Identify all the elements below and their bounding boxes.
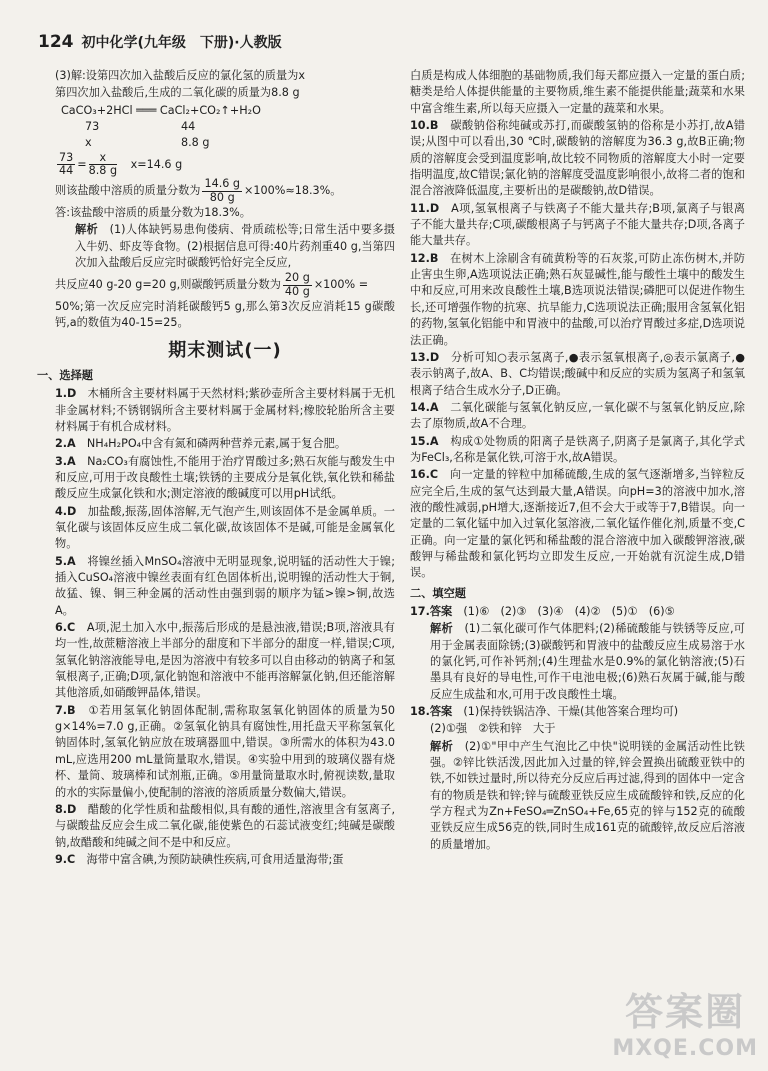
fraction-numerator: 20 g <box>284 271 310 285</box>
unknown-x: x <box>85 136 92 150</box>
question-item <box>410 118 745 200</box>
question-number: 10.B <box>410 119 439 133</box>
question-item <box>410 251 745 349</box>
answer-text: (1)⑥ (2)③ (3)④ (4)② (5)① (6)⑤ <box>463 605 675 618</box>
question-number: 1.D <box>55 387 77 401</box>
question-text: 海带中富含碘,为预防缺碘性疾病,可食用适量海带;蛋 <box>86 852 344 866</box>
equation-masses <box>61 119 395 135</box>
text-line: 第四次加入盐酸后,生成的二氧化碳的质量为8.8 g <box>55 86 300 100</box>
question-text: 在树木上涂刷含有硫黄粉等的石灰浆,可防止冻伤树木,并防止害虫生卵,A选项说法正确;熟石灰显碱性,能与酸性土壤中的酸发生中和反应,可用来改良酸性土壤,B选项说法错误;磷肥可以促进作物生长,还可增强作物的抗寒、抗旱能力,C选项说法正确;服用含氢氧化铝的药物,氢氧化铝能中和胃液中的盐酸,可以治疗胃酸过多症,D选项说法正确。 <box>410 251 745 347</box>
question-text: A项,氢氧根离子与铁离子不能大量共存;B项,氯离子与银离子不能大量共存;C项,碳酸根离子与钙离子不能大量共存;D项,各离子能大量共存。 <box>410 201 745 248</box>
question-text: 分析可知○表示氢离子,●表示氢氧根离子,◎表示氯离子,●表示钠离子,故A、B、C均错误;酸碱中和反应的实质为氢离子和氢氧根离子结合生成水分子,D正确。 <box>410 350 745 397</box>
book-title: 初中化学(九年级 下册)·人教版 <box>81 35 282 51</box>
analysis-text: (1)二氧化碳可作气体肥料;(2)稀硫酸能与铁锈等反应,可用于金属表面除锈;(3)碳酸钙和胃液中的盐酸反应生成易溶于水的氯化钙,可作补钙剂;(4)生理盐水是0.9%的氯化钠溶液;(5)石墨具有良好的导电性,可作干电池电极;(6)熟石灰属于碱,能与酸反应生成盐和水,可用于改良酸性土壤。 <box>430 622 745 701</box>
question-text: 二氧化碳能与氢氧化钠反应,一氧化碳不与氢氧化钠反应,除去了原物质,故A不合理。 <box>410 400 745 431</box>
question-item <box>55 386 395 435</box>
question-item <box>410 467 745 581</box>
question-number: 11.D <box>410 201 440 215</box>
question-item <box>55 703 395 801</box>
question-number: 16.C <box>410 468 439 482</box>
question-item <box>55 852 395 868</box>
question-number: 5.A <box>55 554 76 568</box>
question-text: NH₄H₂PO₄中含有氮和磷两种营养元素,属于复合肥。 <box>86 437 347 451</box>
analysis-label: 解析 <box>430 622 453 636</box>
text-span: 共反应40 g-20 g=20 g,则碳酸钙质量分数为 <box>55 278 281 292</box>
watermark-logo: 答案圈 <box>625 990 746 1035</box>
analysis-text: (2)①"甲中产生气泡比乙中快"说明镁的金属活动性比铁强。②锌比铁活泼,因此加入过量的锌,锌会置换出硫酸亚铁中的铁,不如铁过量时,所以待充分反应后再过滤,得到的固体中一定含有的物质是铁和锌;锌与硫酸亚铁反应生成硫酸锌和铁,反应的化学方程式为Zn+FeSO₄═ZnSO₄+Fe,65克的锌与152克的硫酸亚铁反应生成56克的铁,同时生成161克的硫酸锌,故反应后溶液的质量增加。 <box>430 739 745 851</box>
question-number: 12.B <box>410 251 439 265</box>
question-text: 加盐酸,振荡,固体溶解,无气泡产生,则该固体不是金属单质。一氧化碳与该固体反应生成二氧化碳,故该固体不是碱,可能是金属氧化物。 <box>55 504 395 551</box>
question-item <box>410 400 745 433</box>
mass-hcl: 73 <box>85 120 100 134</box>
text-line: (3)解:设第四次加入盐酸后反应的氯化氢的质量为x <box>55 69 305 82</box>
question-text: Na₂CO₃有腐蚀性,不能用于治疗胃酸过多;熟石灰能与酸发生中和反应,可用于改良酸性土壤;铁锈的主要成分是氧化铁,氧化铁和稀盐酸反应生成氯化铁和水;测定溶液的酸碱度可以用pH试纸。 <box>55 454 395 501</box>
question-item <box>410 201 745 250</box>
question-text: 木桶所含主要材料属于天然材料;紫砂壶所含主要材料属于无机非金属材料;不锈钢锅所含主要材料属于金属材料;橡胶轮胎所含主要材料属于有机合成材料。 <box>55 387 395 433</box>
fraction-numerator: x <box>89 152 117 165</box>
ratio-fraction-a <box>57 152 75 178</box>
analysis-label: 解析 <box>430 739 454 753</box>
question-item <box>55 554 395 619</box>
question-text: 将镍丝插入MnSO₄溶液中无明显现象,说明锰的活动性大于镍;插入CuSO₄溶液中镍丝表面有红色固体析出,说明镍的活动性大于铜,故猛、镍、铜三种金属的活动性由强到弱的顺序为锰>镍>铜,故选A。 <box>55 554 395 617</box>
question-text: 碳酸钠俗称纯碱或苏打,而碳酸氢钠的俗称是小苏打,故A错误;从图中可以看出,30 ℃时,碳酸钠的溶解度为36.3 g,故B正确;物质的溶解度会受到温度影响,故比较不同物质的溶解度大小时一定要指明温度,故C错误;氯化钠的溶解度受温度影响很小,故将二者的饱和混合溶液降低温度,主要析出的是碳酸钠,故D错误。 <box>410 119 745 198</box>
text-line: 50%;第一次反应完时消耗碳酸钙5 g,那么第3次反应消耗15 g碳酸钙,a的数值为40-15=25。 <box>55 299 395 330</box>
fraction-numerator: 14.6 g <box>204 177 241 191</box>
section-heading: 二、填空题 <box>410 586 466 600</box>
analysis-paragraph <box>410 739 745 853</box>
watermark-url: MXQE.COM <box>612 1035 758 1061</box>
answer-text: (2)①强 ②铁和锌 大于 <box>430 722 556 736</box>
mass-co2: 44 <box>181 120 196 134</box>
fraction-denominator: 40 g <box>284 284 310 298</box>
mass-fraction-line <box>55 178 395 204</box>
question-number: 18.答案 <box>410 705 453 719</box>
question-number: 6.C <box>55 621 76 635</box>
mass-fraction <box>202 178 242 204</box>
ratio-fraction-b <box>89 152 117 178</box>
question-item <box>55 436 395 452</box>
ratio-result: x=14.6 g <box>130 157 183 171</box>
test-title: 期末测试(一) <box>168 339 282 361</box>
question-item <box>55 454 395 503</box>
question-item <box>55 620 395 702</box>
equation-reaction: CaCO₃+2HCl ═══ CaCl₂+CO₂↑+H₂O <box>61 103 261 117</box>
question-number: 13.D <box>410 350 440 364</box>
question-text: ①若用氢氧化钠固体配制,需称取氢氧化钠固体的质量为50 g×14%=7.0 g,正确。②氢氧化钠具有腐蚀性,用托盘天平称氢氧化钠固体时,氢氧化钠应放在玻璃器皿中,错误。③所需水的体积为43.0 mL,应选用200 mL量筒量取水,错误。④实验中用到的玻璃仪器有烧杯、量筒、玻璃棒和试剂瓶,正确。⑤用量筒量取水时,俯视读数,量取的水的实际量偏小,使配制的溶液的溶质质量分数偏大,错误。 <box>55 703 395 799</box>
watermark <box>612 985 758 1065</box>
fraction-numerator: 73 <box>59 150 74 164</box>
question-item <box>410 434 745 467</box>
analysis-paragraph <box>55 222 395 271</box>
question-item <box>410 704 745 720</box>
question-text: A项,泥土加入水中,振荡后形成的是悬浊液,错误;B项,溶液具有均一性,故蔗糖溶液上半部分的甜度和下半部分的甜度一样,错误;C项,氢氧化钠溶液能导电,是因为溶液中有较多可以自由移动的钠离子和氢氧根离子,正确;D项,氯化钠饱和溶液中不能再溶解氯化钠,但还能溶解其他溶质,如硝酸钾晶体,错误。 <box>55 621 395 700</box>
left-column <box>37 68 395 869</box>
fraction-denominator: 80 g <box>209 190 235 204</box>
equation-unknowns <box>61 135 395 151</box>
fraction-line <box>55 272 395 298</box>
question-item <box>410 350 745 399</box>
question-number: 14.A <box>410 400 439 414</box>
answer-line: 答:该盐酸中溶质的质量分数为18.3%。 <box>55 205 251 219</box>
right-column <box>410 68 745 854</box>
calcium-fraction <box>283 272 312 298</box>
analysis-text: (1)人体缺钙易患佝偻病、骨质疏松等;日常生活中要多摄入牛奶、虾皮等食物。(2)根据信息可得:40片药剂重40 g,当第四次加入盐酸后反应完时碳酸钙恰好完全反应, <box>75 223 395 269</box>
question-text: 醋酸的化学性质和盐酸相似,具有酸的通性,溶液里含有氢离子,与碳酸盐反应会生成二氧化碳,能使紫色的石蕊试液变红;纯碱是碳酸钠,故醋酸和纯碱之间不是中和反应。 <box>55 802 395 849</box>
text-span: ×100% = <box>313 278 369 292</box>
question-item <box>55 802 395 851</box>
question-number: 9.C <box>55 852 76 866</box>
ratio-equation: $\frac{73}{44}$ = $\frac{x}{8.8 g}$ x=14.6 g <box>59 150 183 178</box>
page-header <box>38 30 282 55</box>
analysis-paragraph <box>410 621 745 703</box>
text-span: 则该盐酸中溶质的质量分数为 <box>55 184 201 198</box>
question-number: 2.A <box>55 437 76 451</box>
page-number: 124 <box>38 32 74 52</box>
question-text: 向一定量的锌粒中加稀硫酸,生成的氢气逐渐增多,当锌粒反应完全后,生成的氢气达到最大量,A错误。向pH=3的溶液中加水,溶液的酸性减弱,pH增大,逐渐接近7,但不会大于或等于7,B错误。向一定量的二氧化锰中加入过氧化氢溶液,二氧化锰作催化剂,质量不变,C正确。向一定量的氯化钙和稀盐酸的混合溶液中加入碳酸钾溶液,碳酸钾与稀盐酸和氯化钙均立即发生反应,一开始就有沉淀生成,D错误。 <box>410 468 745 580</box>
fraction-denominator: 44 <box>59 164 74 178</box>
analysis-label: 解析 <box>75 223 99 237</box>
chemical-equation <box>55 103 395 152</box>
question-number: 15.A <box>410 434 439 448</box>
question-number: 3.A <box>55 454 76 468</box>
fraction-denominator: 8.8 g <box>88 164 118 178</box>
known-co2: 8.8 g <box>181 136 210 150</box>
section-heading: 一、选择题 <box>37 368 93 382</box>
text-span: ×100%≈18.3%。 <box>244 184 342 198</box>
question-number: 17.答案 <box>410 605 453 618</box>
question-item <box>410 604 745 620</box>
text-line: 白质是构成人体细胞的基础物质,我们每天都应摄入一定量的蛋白质;糖类是给人体提供能量的主要物质,维生素不能提供能量;蔬菜和水果中富含维生素,所以每天应摄入一定量的蔬菜和水果。 <box>410 69 745 115</box>
question-text: 构成①处物质的阳离子是铁离子,阴离子是氯离子,其化学式为FeCl₃,名称是氯化铁,可溶于水,故A错误。 <box>410 434 745 464</box>
question-number: 8.D <box>55 802 77 816</box>
question-number: 7.B <box>55 703 76 717</box>
question-item <box>55 504 395 553</box>
answer-text: (1)保持铁锅洁净、干燥(其他答案合理均可) <box>463 705 679 719</box>
question-number: 4.D <box>55 504 77 518</box>
